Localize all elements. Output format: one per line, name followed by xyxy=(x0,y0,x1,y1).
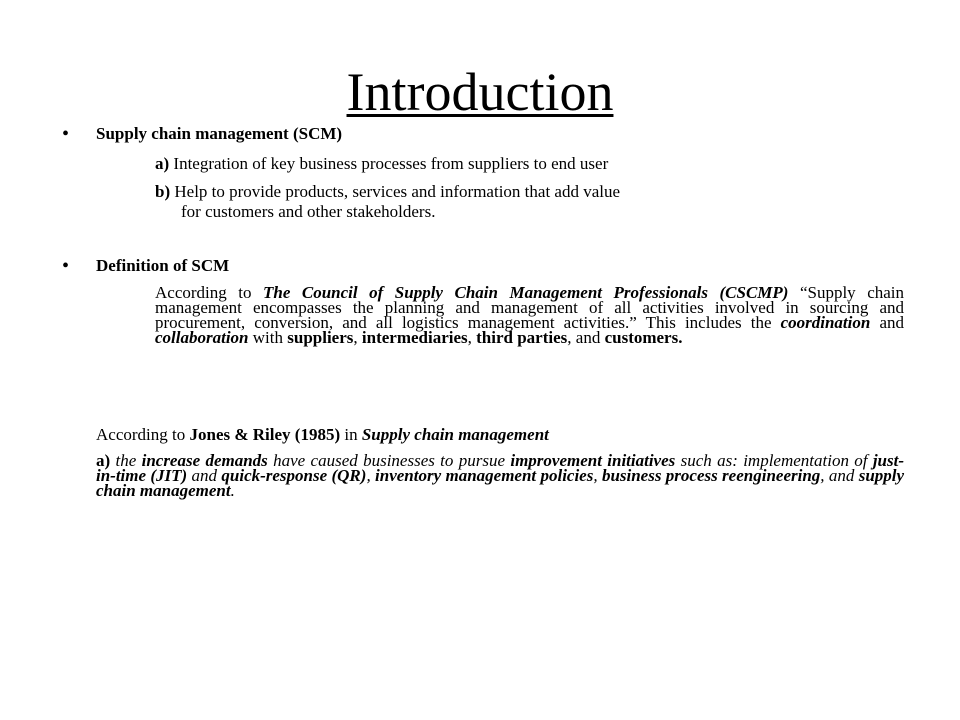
text-run: , and xyxy=(567,328,605,347)
text-run: and xyxy=(870,313,904,332)
cscmp-definition-paragraph xyxy=(155,285,904,345)
text-run: , and xyxy=(820,466,859,485)
book-title: Supply chain management xyxy=(361,425,549,444)
emphasis: collaboration xyxy=(155,328,249,347)
emphasis: third parties xyxy=(476,328,568,347)
citation: Jones & Riley (1985) xyxy=(189,425,341,444)
text-run: have caused businesses to pursue xyxy=(267,451,511,470)
text-run: and xyxy=(187,466,222,485)
bullet-definition xyxy=(62,255,230,277)
text-run: such as: implementation of xyxy=(675,451,873,470)
point-label: a) xyxy=(96,451,111,470)
text-run: According to xyxy=(155,283,263,302)
bullet-dot: • xyxy=(62,123,70,145)
emphasis: business process reengineering xyxy=(601,466,821,485)
point-label: b) xyxy=(155,182,171,201)
emphasis: improvement initiatives xyxy=(510,451,676,470)
text-run: , xyxy=(593,466,602,485)
text-run: in xyxy=(340,425,362,444)
text-run: , xyxy=(467,328,477,347)
emphasis: customers. xyxy=(604,328,683,347)
bullet-heading-scm: Supply chain management (SCM) xyxy=(96,124,343,143)
text-run: . xyxy=(230,481,235,500)
emphasis: increase demands xyxy=(141,451,268,470)
text-run: with xyxy=(248,328,288,347)
text-run: According to xyxy=(96,425,190,444)
emphasis: suppliers xyxy=(287,328,354,347)
point-label: a) xyxy=(155,154,170,173)
text-run: , xyxy=(366,466,376,485)
emphasis: inventory management policies xyxy=(375,466,594,485)
emphasis: quick-response (QR) xyxy=(221,466,367,485)
point-text: Integration of key business processes from suppliers to end user xyxy=(169,154,609,173)
point-text: Help to provide products, services and information that add value xyxy=(170,182,621,201)
emphasis: just-in-time (JIT) xyxy=(96,451,905,485)
scm-point-b-cont: for customers and other stakeholders. xyxy=(181,202,436,221)
emphasis: intermediaries xyxy=(361,328,468,347)
emphasis: supply chain management xyxy=(96,466,905,500)
bullet-heading-definition: Definition of SCM xyxy=(96,256,230,275)
jones-riley-paragraph xyxy=(96,453,904,498)
scm-point-a xyxy=(155,154,608,174)
emphasis: coordination xyxy=(780,313,871,332)
text-run: the xyxy=(110,451,142,470)
bullet-dot: • xyxy=(62,255,70,277)
scm-point-b xyxy=(155,182,620,202)
bullet-scm xyxy=(62,123,343,145)
org-name: The Council of Supply Chain Management Professionals (CSCMP) xyxy=(263,283,789,302)
text-run: , xyxy=(353,328,362,347)
jones-riley-line xyxy=(96,425,549,445)
slide-title: Introduction xyxy=(346,62,614,122)
text-run: “Supply chain management encompasses the planning and management of all activities involved in sourcing and procurement, conversion, and all logistics management activities.” This includes the xyxy=(155,283,905,332)
